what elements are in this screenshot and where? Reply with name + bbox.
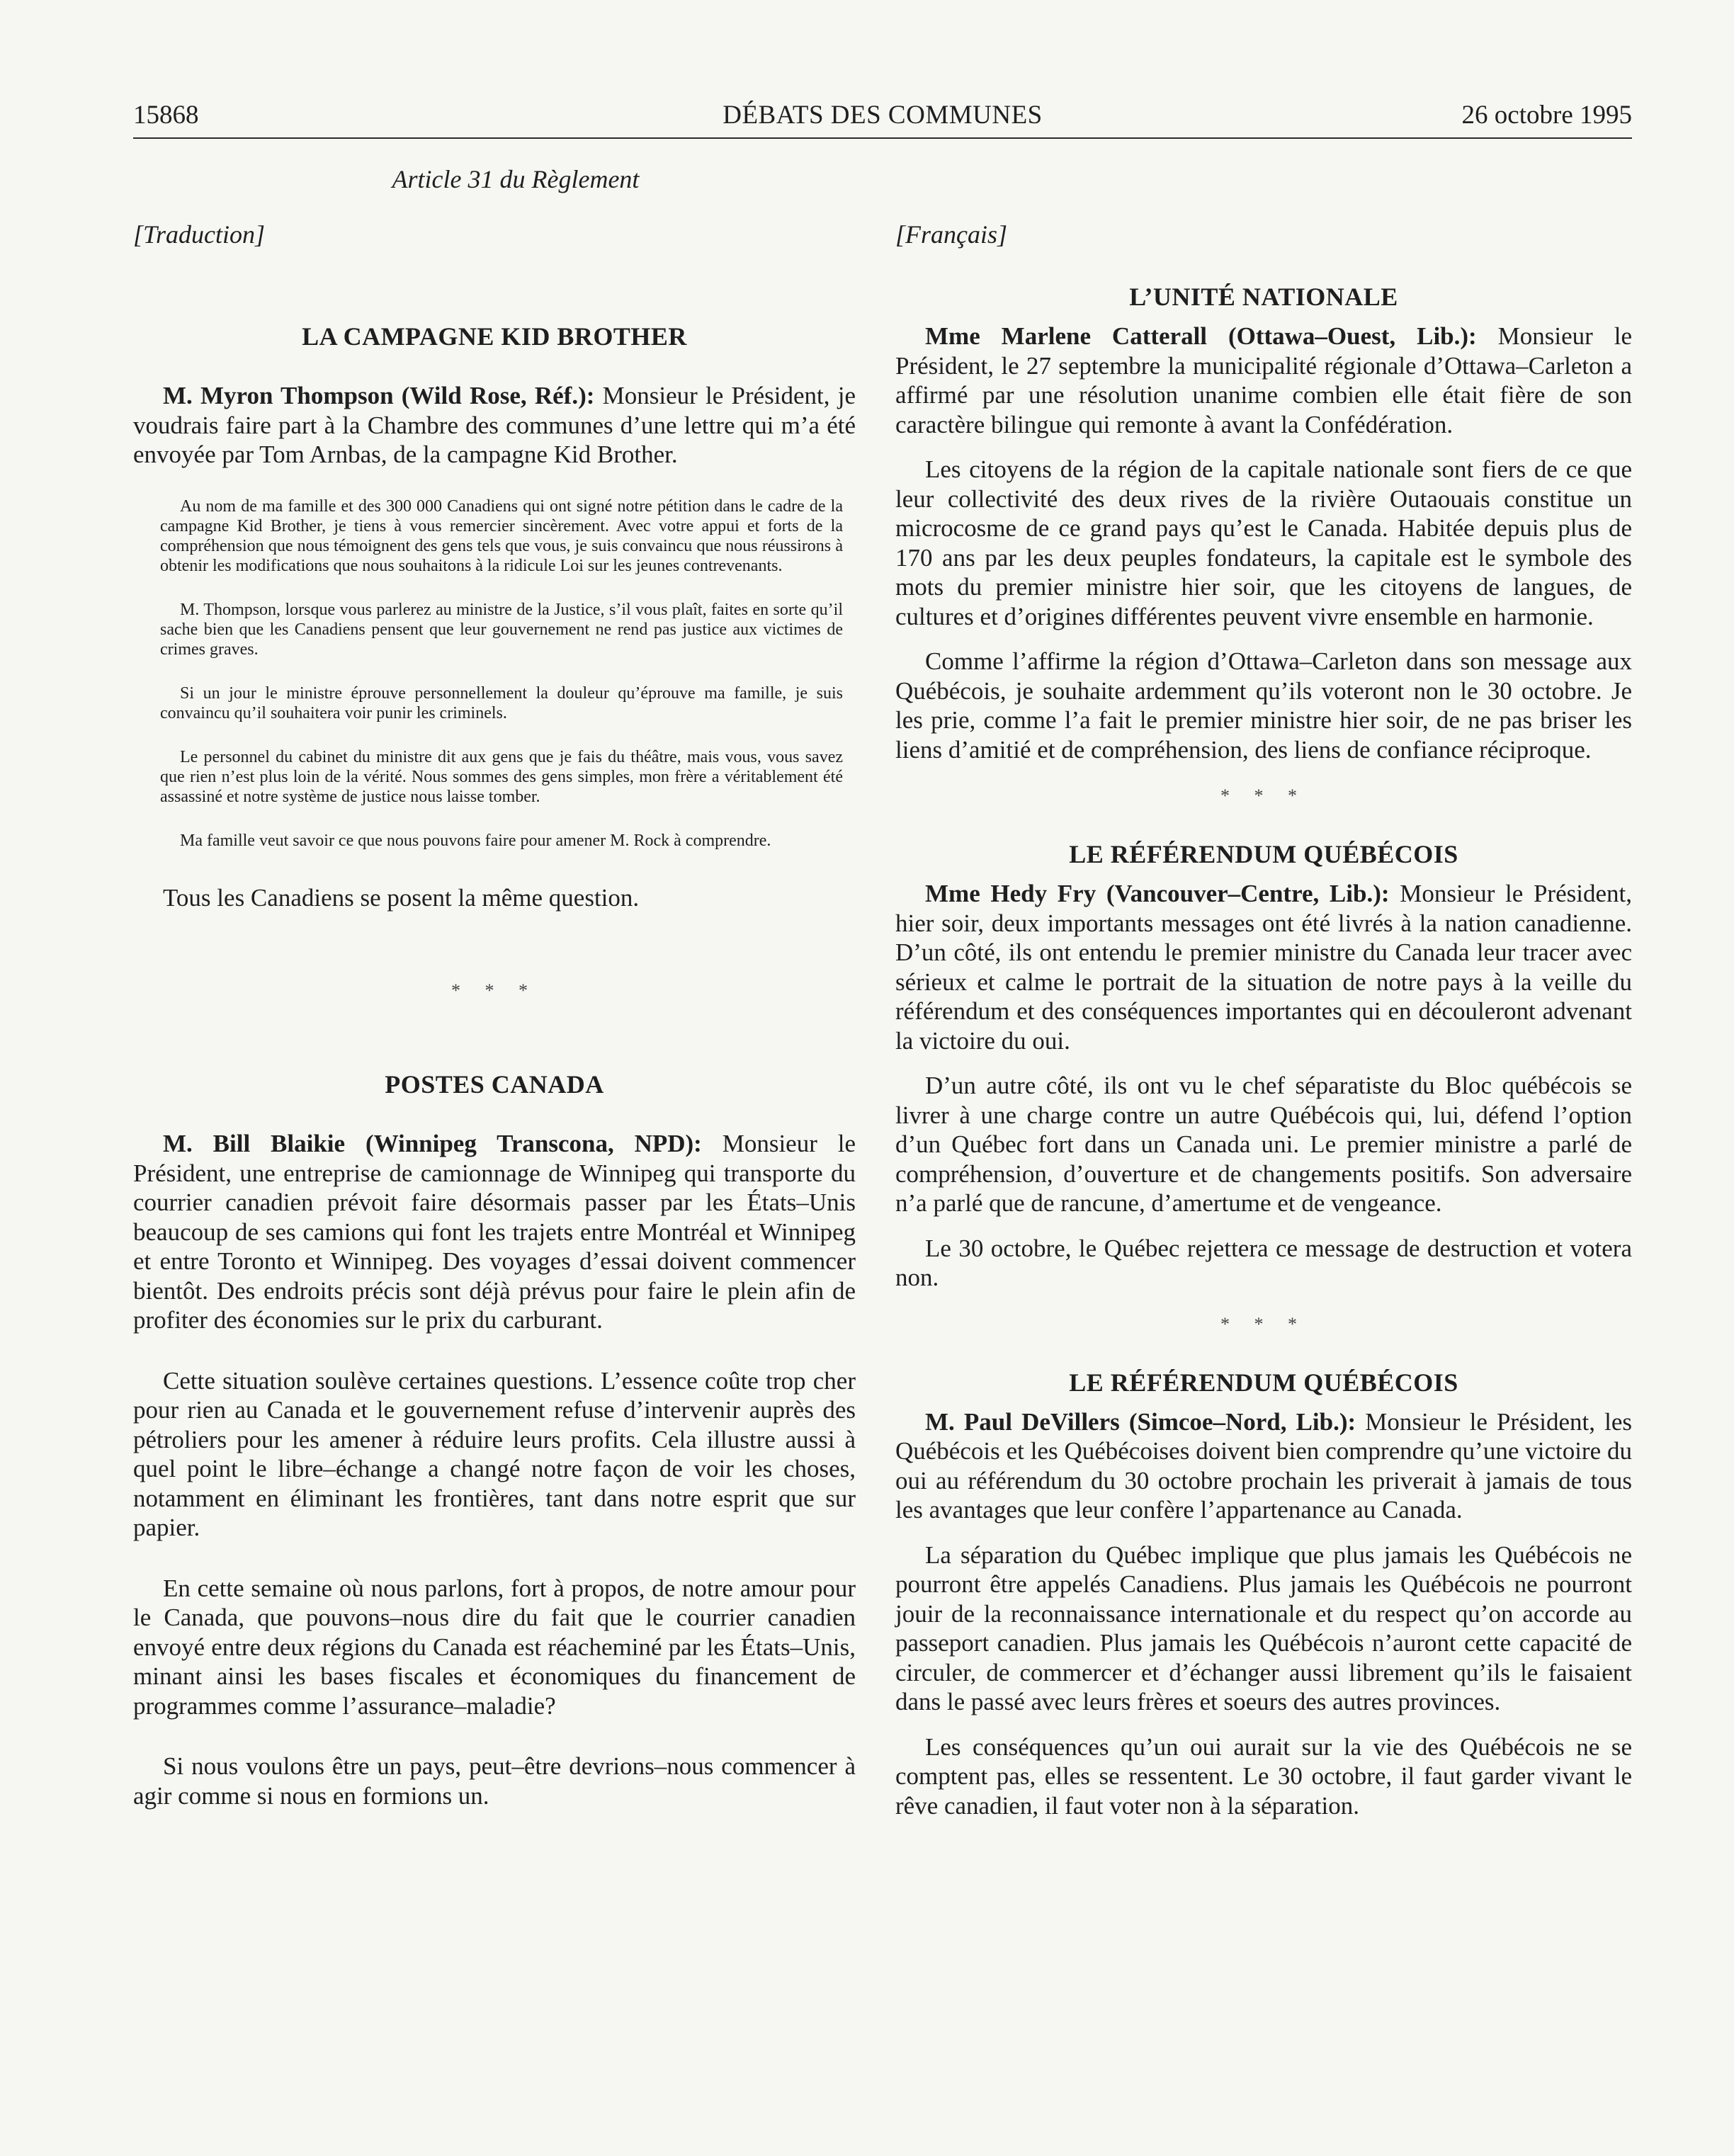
speech-text: Monsieur le Président, une entreprise de camionnage de Winnipeg qui transporte du courrier canadien prévoit faire désormais passer par les États–Unis beaucoup de ses camions qui font les trajets entre Montréal et Winnipeg et entre Toronto et Winnipeg. Des voyages d’essai doivent commencer bientôt. Des endroits précis sont déjà prévus pour faire le plein afin de profiter des économies sur le prix du carburant. xyxy=(133,1130,856,1334)
quote-paragraph: Le personnel du cabinet du ministre dit aux gens que je fais du théâtre, mais vous, vous savez que rien n’est plus loin de la vérité. Nous sommes des gens simples, mon frère a véritablement été assassiné et notre système de justice nous laisse tomber. xyxy=(160,747,843,806)
speech-paragraph: Si nous voulons être un pays, peut–être devrions–nous commencer à agir comme si nous en formions un. xyxy=(133,1752,856,1810)
section-separator: * * * xyxy=(1220,1313,1307,1334)
speaker-name: M. Bill Blaikie (Winnipeg Transcona, NPD): xyxy=(163,1130,702,1157)
language-tag: [Traduction] xyxy=(133,220,266,249)
speech-paragraph: D’un autre côté, ils ont vu le chef séparatiste du Bloc québécois se livrer à une charge contre un autre Québécois qui, lui, défend l’option d’un Québec fort dans un Canada uni. Le premier ministre a parlé de compréhension, d’ouverture et de changements positifs. Son adversaire n’a parlé que de rancune, d’amertume et de vengeance. xyxy=(895,1072,1632,1217)
quoted-letter xyxy=(160,497,843,851)
quote-paragraph: Ma famille veut savoir ce que nous pouvons faire pour amener M. Rock à comprendre. xyxy=(180,831,771,850)
speech-paragraph: Les conséquences qu’un oui aurait sur la vie des Québécois ne se comptent pas, elles se ressentent. Le 30 octobre, il faut garder vivant le rêve canadien, il faut voter non à la séparation. xyxy=(895,1732,1632,1820)
section-separator: * * * xyxy=(451,980,538,1001)
running-header xyxy=(133,98,1632,139)
section-heading: POSTES CANADA xyxy=(385,1070,604,1099)
speech-text: Monsieur le Président, le 27 septembre la municipalité régionale d’Ottawa–Carleton a affirmé par une résolution unanime combien elle était fière de son caractère bilingue qui remonte à avant la Confédération. xyxy=(895,322,1633,438)
publication-date: 26 octobre 1995 xyxy=(1461,101,1632,130)
left-column xyxy=(133,164,856,1810)
speech-text: Monsieur le Président, hier soir, deux importants messages ont été livrés à la nation canadienne. D’un côté, ils ont entendu le premier ministre du Canada leur tracer avec sérieux et calme le portrait de la situation de notre pays à la veille du référendum et des conséquences importantes qui en découleront advenant la victoire du oui. xyxy=(895,880,1632,1055)
section-heading: LE RÉFÉRENDUM QUÉBÉCOIS xyxy=(1069,1368,1458,1397)
speech-paragraph xyxy=(895,879,1632,1055)
speech-paragraph xyxy=(895,1407,1632,1525)
speech-paragraph xyxy=(895,322,1632,439)
speech-paragraph: Tous les Canadiens se posent la même question. xyxy=(163,883,640,912)
language-tag: [Français] xyxy=(895,220,1008,249)
speaker-name: Mme Marlene Catterall (Ottawa–Ouest, Lib.): xyxy=(925,322,1477,350)
speech-text: Monsieur le Président, je voudrais faire part à la Chambre des communes d’une lettre qui m’a été envoyée par Tom Arnbas, de la campagne Kid Brother. xyxy=(133,382,856,468)
speech-paragraph: Comme l’affirme la région d’Ottawa–Carleton dans son message aux Québécois, je souhaite ardemment qu’ils voteront non le 30 octobre. Je les prie, comme l’a fait le premier ministre hier soir, de ne pas briser les liens d’amitié et de compréhension, des liens de confiance réciproque. xyxy=(895,647,1632,764)
speech-paragraph: Le 30 octobre, le Québec rejettera ce message de destruction et votera non. xyxy=(895,1234,1632,1291)
quote-paragraph: Si un jour le ministre éprouve personnellement la douleur qu’éprouve ma famille, je suis convaincu qu’il souhaitera voir punir les criminels. xyxy=(160,683,843,722)
speech-paragraph xyxy=(133,381,856,470)
speaker-name: M. Paul DeVillers (Simcoe–Nord, Lib.): xyxy=(925,1407,1356,1436)
speaker-name: M. Myron Thompson (Wild Rose, Réf.): xyxy=(163,382,595,409)
speech-paragraph: Les citoyens de la région de la capitale nationale sont fiers de ce que leur collectivité des deux rives de la rivière Outaouais constitue un microcosme de ce grand pays qu’est le Canada. Habitée depuis plus de 170 ans par les deux peuples fondateurs, la capitale est le symbole des mots du premier ministre hier soir, que les citoyens de langues, de cultures et d’origines différentes peuvent vivre ensemble en harmonie. xyxy=(895,455,1632,630)
speech-paragraph: La séparation du Québec implique que plus jamais les Québécois ne pourront être appelés Canadiens. Plus jamais les Québécois ne pourront jouir de la reconnaissance internationale et du respect qu’on accorde au passeport canadien. Plus jamais les Québécois n’auront cette capacité de circuler, de commercer et d’échanger aussi librement qu’ils le faisaient dans le passé avec leurs frères et soeurs des autres provinces. xyxy=(895,1541,1632,1715)
speech-paragraph xyxy=(133,1129,856,1335)
page-number: 15868 xyxy=(133,101,199,130)
quote-paragraph: Au nom de ma famille et des 300 000 Canadiens qui ont signé notre pétition dans le cadre de la campagne Kid Brother, je tiens à vous remercier sincèrement. Avec votre appui et forts de la compréhension que nous témoignent des gens tels que vous, je suis convaincu que nous réussirons à obtenir les modifications que nous souhaitons à la ridicule Loi sur les jeunes contrevenants. xyxy=(160,497,843,575)
speech-paragraph: Cette situation soulève certaines questions. L’essence coûte trop cher pour rien au Canada et le gouvernement refuse d’intervenir auprès des pétroliers pour les amener à réduire leurs profits. Cela illustre aussi à quel point le libre–échange a changé notre façon de voir les choses, notamment en éliminant les frontières, tant dans notre esprit que sur papier. xyxy=(133,1366,856,1541)
section-heading: LA CAMPAGNE KID BROTHER xyxy=(302,322,687,351)
section-separator: * * * xyxy=(1220,785,1307,806)
article-label: Article 31 du Règlement xyxy=(392,165,640,193)
publication-title: DÉBATS DES COMMUNES xyxy=(722,101,1043,130)
speech-paragraph: En cette semaine où nous parlons, fort à propos, de notre amour pour le Canada, que pouvons–nous dire du fait que le courrier canadien envoyé entre deux régions du Canada est réacheminé par les États–Unis, minant ainsi les bases fiscales et économiques du financement de programmes comme l’assurance–maladie? xyxy=(133,1574,856,1720)
section-heading: LE RÉFÉRENDUM QUÉBÉCOIS xyxy=(1069,840,1458,868)
section-heading: L’UNITÉ NATIONALE xyxy=(1129,283,1398,311)
speech-text: Monsieur le Président, les Québécois et les Québécoises doivent bien comprendre qu’une victoire du oui au référendum du 30 octobre prochain les priverait à jamais de tous les avantages que leur confère l’appartenance au Canada. xyxy=(895,1407,1632,1524)
right-column xyxy=(895,164,1632,1820)
quote-paragraph: M. Thompson, lorsque vous parlerez au ministre de la Justice, s’il vous plaît, faites en sorte qu’il sache bien que les Canadiens pensent que leur gouvernement ne rend pas justice aux victimes de crimes graves. xyxy=(160,600,843,659)
speaker-name: Mme Hedy Fry (Vancouver–Centre, Lib.): xyxy=(925,880,1390,907)
